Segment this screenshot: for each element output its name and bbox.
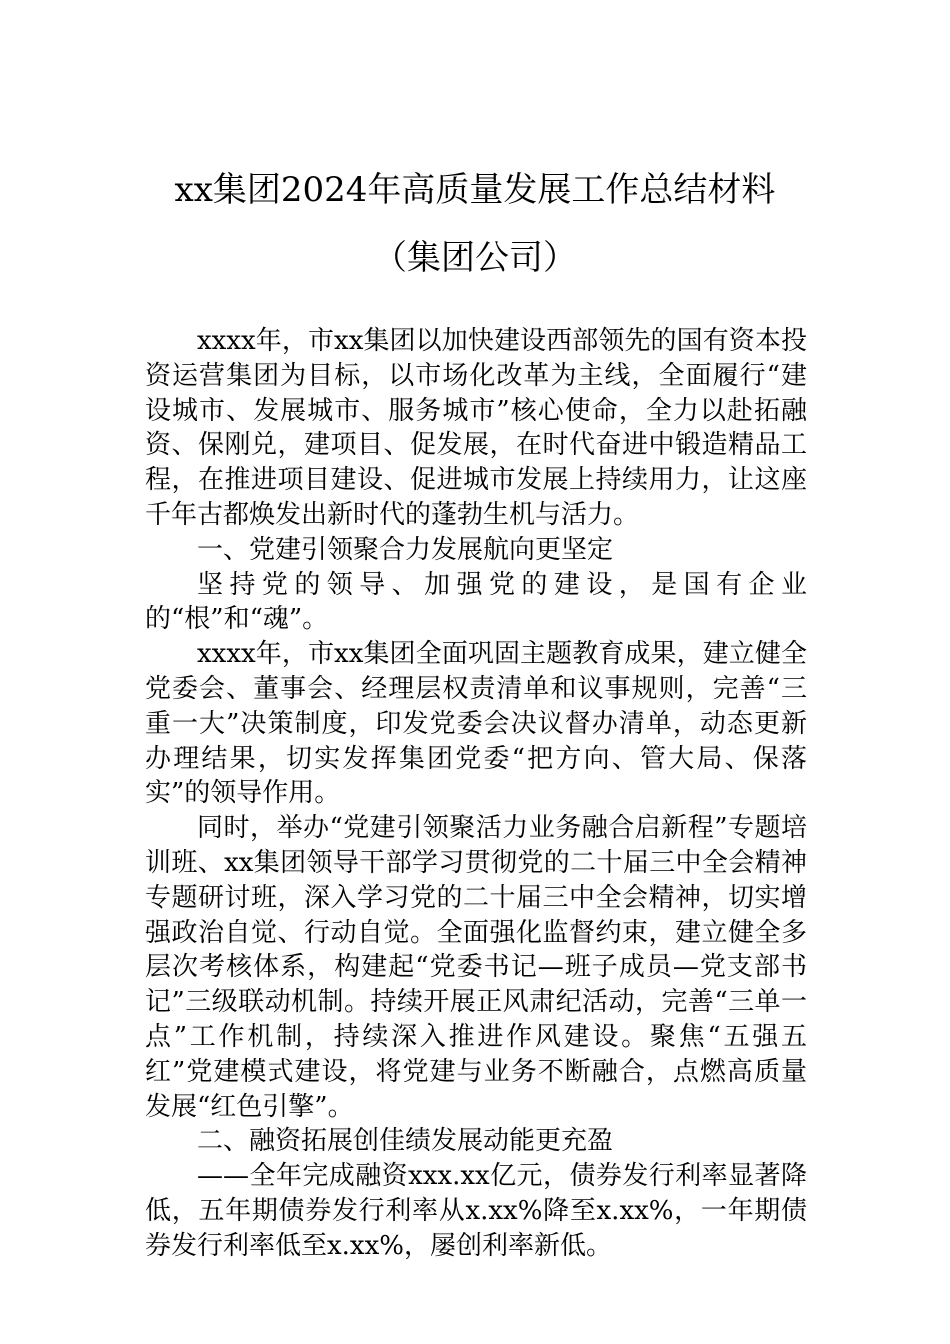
paragraph-governance: xxxx年，市xx集团全面巩固主题教育成果，建立健全党委会、董事会、经理层权责清单和议事规则，完善“三重一大”决策制度，印发党委会决议督办清单，动态更新办理结果，切实发挥集团党委“把方向、管大局、保落实”的领导作用。: [145, 639, 807, 809]
paragraph-party-leadership: 坚持党的领导、加强党的建设，是国有企业的“根”和“魂”。: [145, 569, 807, 635]
paragraph-financing: ——全年完成融资xxx.xx亿元，债券发行利率显著降低，五年期债券发行利率从x.xx%降至x.xx%，一年期债券发行利率低至x.xx%，屡创利率新低。: [145, 1161, 807, 1261]
section-heading-1: 一、党建引领聚合力发展航向更坚定: [197, 534, 614, 565]
document-body: [145, 324, 807, 1264]
section-heading-2: 二、融资拓展创佳绩发展动能更充盈: [197, 1126, 614, 1157]
document-title: xx集团2024年高质量发展工作总结材料: [174, 170, 776, 210]
paragraph-intro: xxxx年，市xx集团以加快建设西部领先的国有资本投资运营集团为目标，以市场化改革为主线，全面履行“建设城市、发展城市、服务城市”核心使命，全力以赴拓融资、保刚兑，建项目、促发展，在时代奋进中锻造精品工程，在推进项目建设、促进城市发展上持续用力，让这座千年古都焕发出新时代的蓬勃生机与活力。: [145, 326, 807, 530]
paragraph-training: 同时，举办“党建引领聚活力业务融合启新程”专题培训班、xx集团领导干部学习贯彻党的二十届三中全会精神专题研讨班，深入学习党的二十届三中全会精神，切实增强政治自觉、行动自觉。全面强化监督约束，建立健全多层次考核体系，构建起“党委书记—班子成员—党支部书记”三级联动机制。持续开展正风肃纪活动，完善“三单一点”工作机制，持续深入推进作风建设。聚焦“五强五红”党建模式建设，将党建与业务不断融合，点燃高质量发展“红色引擎”。: [145, 813, 807, 1122]
document-subtitle: （集团公司）: [373, 238, 577, 278]
